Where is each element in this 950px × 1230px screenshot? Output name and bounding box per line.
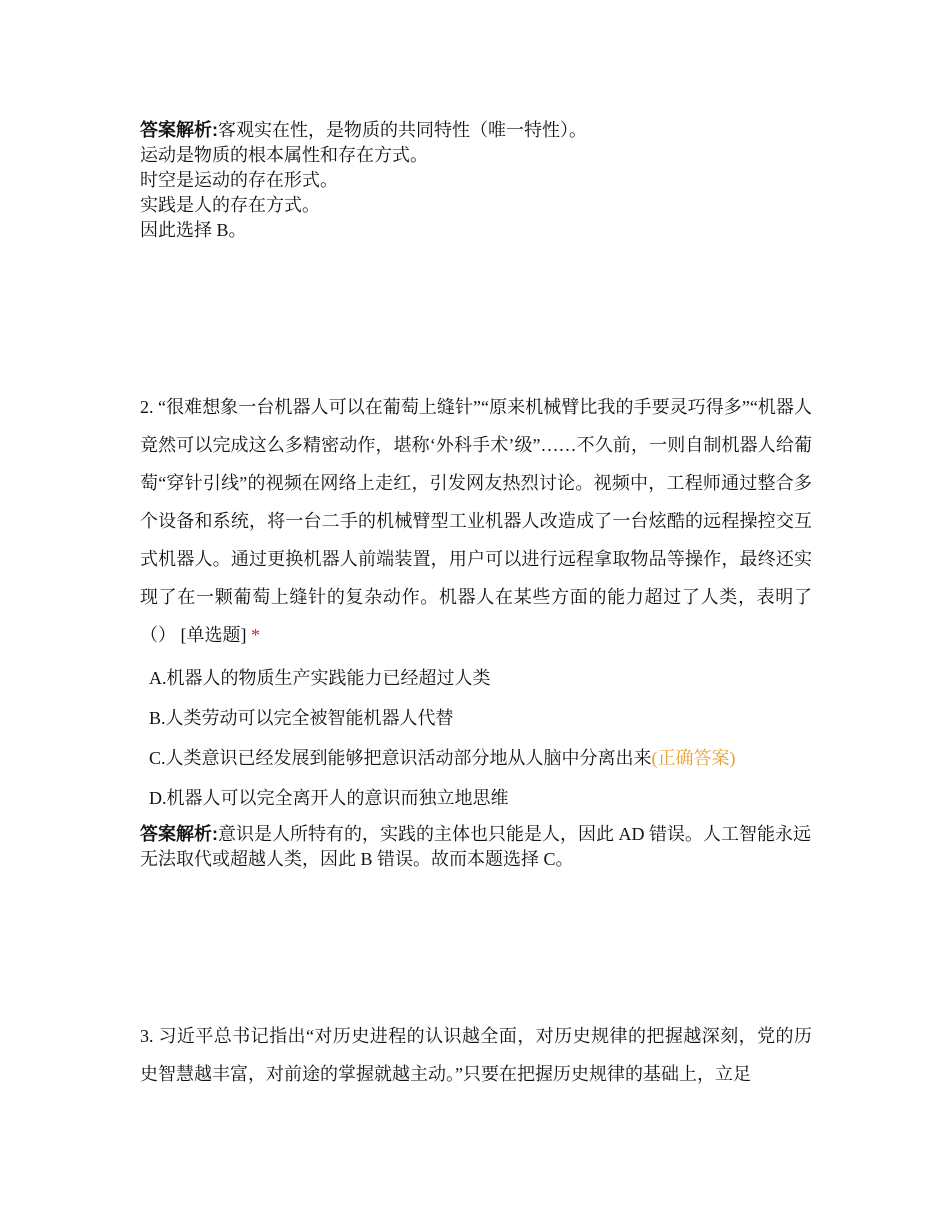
option-a[interactable]: A.机器人的物质生产实践能力已经超过人类 [149, 668, 491, 688]
correct-answer-tag: (正确答案) [651, 748, 736, 768]
answer-analysis-2 [140, 822, 812, 872]
option-c-text: C.人类意识已经发展到能够把意识活动部分地从人脑中分离出来 [149, 748, 652, 768]
analysis-label: 答案解析: [140, 120, 218, 140]
document-page [140, 118, 812, 1093]
analysis-line: 时空是运动的存在形式。 [140, 170, 338, 190]
option-b[interactable]: B.人类劳动可以完全被智能机器人代替 [149, 708, 454, 728]
question-type: [单选题] [180, 625, 247, 645]
question-text: 3. 习近平总书记指出“对历史进程的认识越全面，对历史规律的把握越深刻，党的历史智慧越丰富，对前途的掌握就越主动。”只要在把握历史规律的基础上，立足 [140, 1026, 812, 1084]
analysis-line: 实践是人的存在方式。 [140, 195, 320, 215]
analysis-line: 因此选择 B。 [140, 220, 247, 240]
analysis-text: 意识是人所特有的，实践的主体也只能是人，因此 AD 错误。人工智能永远无法取代或超越人类，因此 B 错误。故而本题选择 C。 [140, 824, 811, 869]
question-stem: 2. “很难想象一台机器人可以在葡萄上缝针”“原来机械臂比我的手要灵巧得多”“机器人竟然可以完成这么多精密动作，堪称‘外科手术’级”……不久前，一则自制机器人给葡萄“穿针引线”的视频在网络上走红，引发网友热烈讨论。视频中，工程师通过整合多个设备和系统，将一台二手的机械臂型工业机器人改造成了一台炫酷的远程操控交互式机器人。通过更换机器人前端装置，用户可以进行远程拿取物品等操作，最终还实现了在一颗葡萄上缝针的复杂动作。机器人在某些方面的能力超过了人类，表明了（） [140, 397, 812, 645]
question-text [140, 388, 812, 654]
analysis-label: 答案解析: [140, 824, 218, 844]
analysis-text: 客观实在性，是物质的共同特性（唯一特性）。 [218, 120, 587, 140]
analysis-line: 运动是物质的根本属性和存在方式。 [140, 145, 428, 165]
question-3 [140, 1017, 812, 1093]
required-mark: * [251, 625, 260, 645]
answer-analysis-1 [140, 118, 812, 243]
option-d[interactable]: D.机器人可以完全离开人的意识而独立地思维 [149, 788, 509, 808]
option-c[interactable] [140, 738, 812, 778]
question-2 [140, 388, 812, 872]
